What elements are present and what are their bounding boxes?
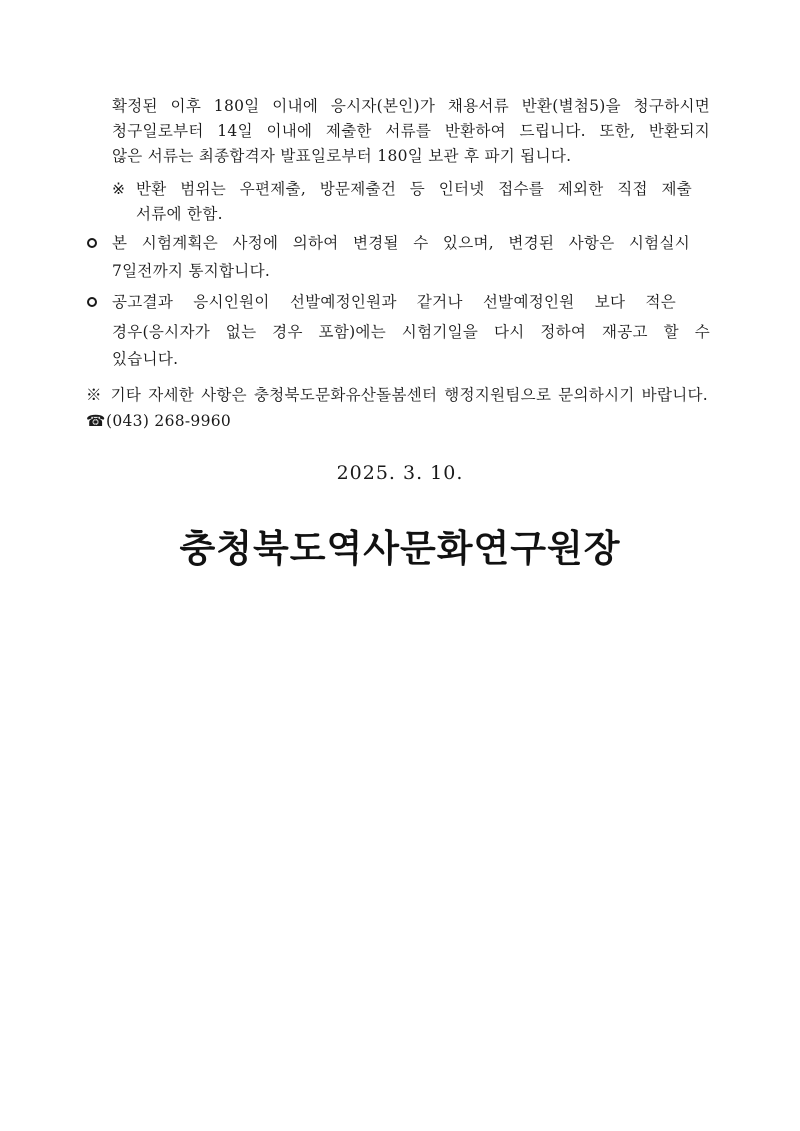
bullet1-line-1: 본 시험계획은 사정에 의하여 변경될 수 있으며, 변경된 사항은 시험실시 [112, 234, 690, 252]
bullet2-line-3: 있습니다. [112, 350, 179, 368]
contact-note: ※ 기타 자세한 사항은 충청북도문화유산돌봄센터 행정지원팀으로 문의하시기 바랍니다. [86, 386, 708, 404]
paragraph-line-1: 확정된 이후 180일 이내에 응시자(본인)가 채용서류 반환(별첨5)을 청구하시면 [112, 97, 710, 115]
contact-phone: (043) 268-9960 [106, 412, 232, 430]
paragraph-line-3: 않은 서류는 최종합격자 발표일로부터 180일 보관 후 파기 됩니다. [112, 147, 572, 165]
bullet2-line-2: 경우(응시자가 없는 경우 포함)에는 시험기일을 다시 정하여 재공고 할 수 [112, 323, 710, 341]
circle-bullet-icon [87, 297, 97, 307]
circle-bullet-icon [87, 238, 97, 248]
announcement-date: 2025. 3. 10. [336, 462, 464, 484]
note-line-1: 반환 범위는 우편제출, 방문제출건 등 인터넷 접수를 제외한 직접 제출 [136, 180, 692, 198]
note-line-2: 서류에 한함. [136, 205, 223, 223]
paragraph-line-2: 청구일로부터 14일 이내에 제출한 서류를 반환하여 드립니다. 또한, 반환되지 [112, 122, 710, 140]
note-mark: ※ [112, 180, 126, 198]
phone-icon: ☎ [86, 412, 106, 430]
bullet2-line-1: 공고결과 응시인원이 선발예정인원과 같거나 선발예정인원 보다 적은 [112, 293, 676, 311]
issuer-signature: 충청북도역사문화연구원장 [179, 527, 621, 570]
bullet1-line-2: 7일전까지 통지합니다. [112, 262, 271, 280]
